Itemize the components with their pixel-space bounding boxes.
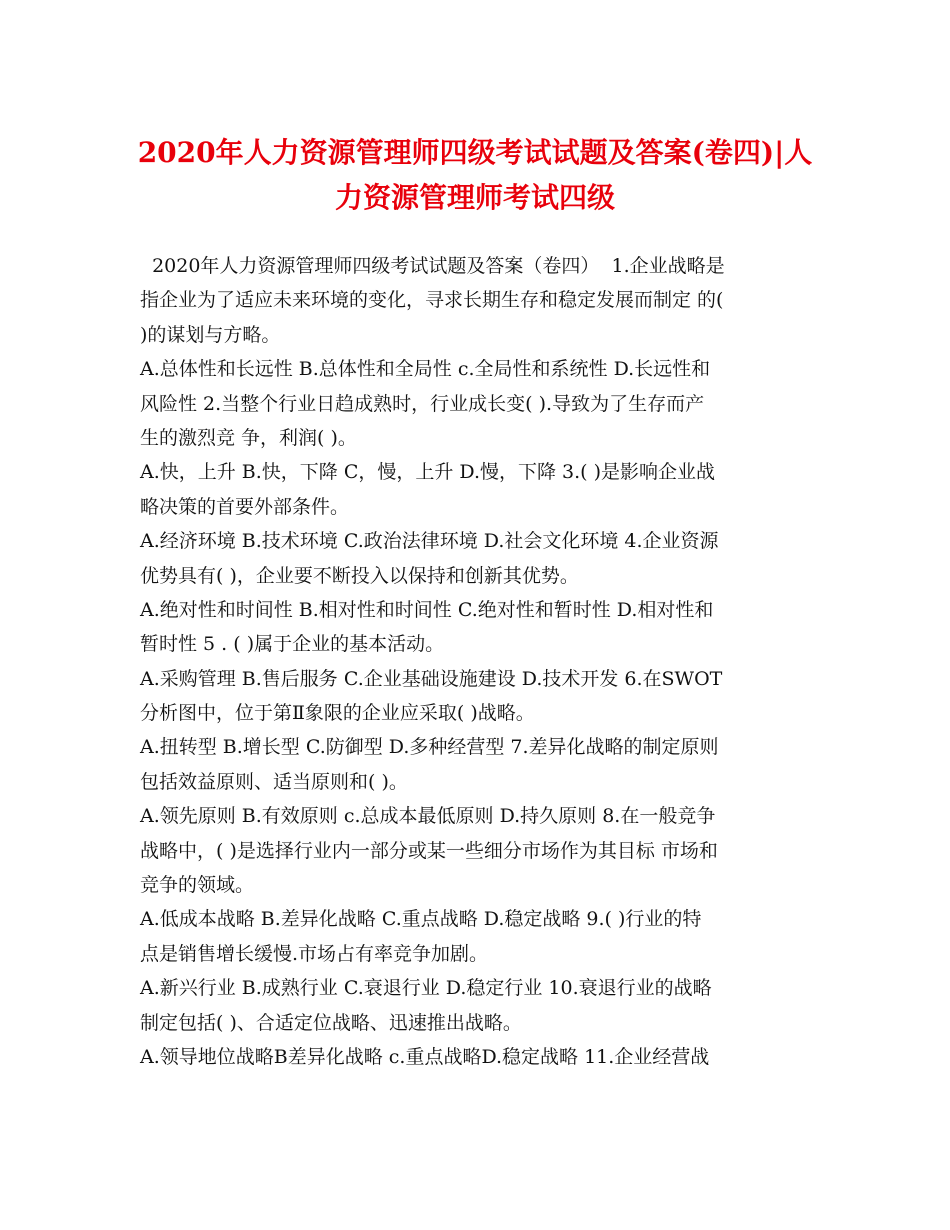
body-line: 点是销售增长缓慢.市场占有率竞争加剧。 xyxy=(140,942,489,965)
body-line: A.采购管理 B.售后服务 C.企业基础设施建设 D.技术开发 6.在SWOT xyxy=(140,667,723,690)
body-line: 暂时性 5 . ( )属于企业的基本活动。 xyxy=(140,633,445,656)
body-line: A.领先原则 B.有效原则 c.总成本最低原则 D.持久原则 8.在一般竞争 xyxy=(140,805,716,828)
body-line: 制定包括( )、合适定位战略、迅速推出战略。 xyxy=(140,1011,522,1034)
body-line: A.领导地位战略B差异化战略 c.重点战略D.稳定战略 11.企业经营战 xyxy=(140,1045,710,1068)
body-line: 包括效益原则、适当原则和( )。 xyxy=(140,770,408,793)
body-line: 指企业为了适应未来环境的变化，寻求长期生存和稳定发展而制定 的( xyxy=(140,289,724,312)
body-line: A.总体性和长远性 B.总体性和全局性 c.全局性和系统性 D.长远性和 xyxy=(140,358,711,381)
body-line: A.快，上升 B.快，下降 C，慢，上升 D.慢，下降 3.( )是影响企业战 xyxy=(140,461,716,484)
document-body xyxy=(140,249,815,1074)
body-line: 分析图中，位于第Ⅱ象限的企业应采取( )战略。 xyxy=(140,702,535,725)
body-line: 优势具有( )，企业要不断投入以保持和创新其优势。 xyxy=(140,564,579,587)
body-line: A.扭转型 B.增长型 C.防御型 D.多种经营型 7.差异化战略的制定原则 xyxy=(140,736,719,759)
body-line: A.绝对性和时间性 B.相对性和时间性 C.绝对性和暂时性 D.相对性和 xyxy=(140,598,714,621)
body-line: 2020年人力资源管理师四级考试试题及答案（卷四） 1.企业战略是 xyxy=(140,255,725,277)
body-line: 竞争的领域。 xyxy=(140,874,255,897)
body-line: A.经济环境 B.技术环境 C.政治法律环境 D.社会文化环境 4.企业资源 xyxy=(140,530,719,553)
body-line: 略决策的首要外部条件。 xyxy=(140,495,350,518)
body-line: 战略中，( )是选择行业内一部分或某一些细分市场作为其目标 市场和 xyxy=(140,839,718,862)
body-line: )的谋划与方略。 xyxy=(140,323,281,346)
body-line: 风险性 2.当整个行业日趋成熟时，行业成长变( ).导致为了生存而产 xyxy=(140,392,705,415)
document-title-line-1: 2020年人力资源管理师四级考试试题及答案(卷四)|人 xyxy=(137,136,813,169)
body-line: 生的激烈竞 争，利润( )。 xyxy=(140,426,357,449)
body-line: A.新兴行业 B.成熟行业 C.衰退行业 D.稳定行业 10.衰退行业的战略 xyxy=(140,977,712,1000)
body-line: A.低成本战略 B.差异化战略 C.重点战略 D.稳定战略 9.( )行业的特 xyxy=(140,908,702,931)
document-title-line-2: 力资源管理师考试四级 xyxy=(334,181,615,214)
